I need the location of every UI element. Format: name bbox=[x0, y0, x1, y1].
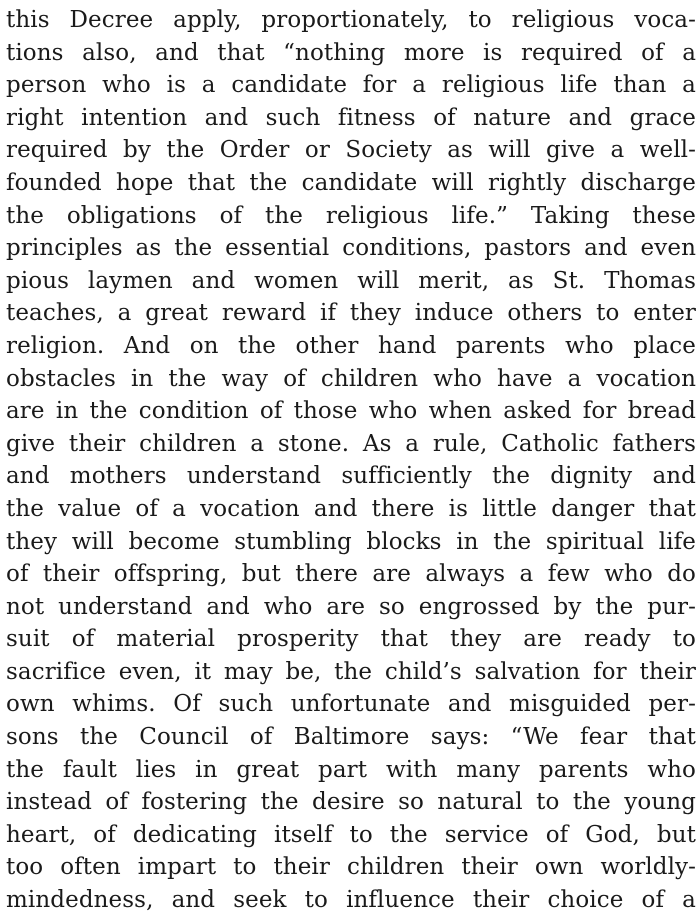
text-line-20: suit of material prosperity that they are ready to bbox=[6, 626, 696, 653]
text-line-5: required by the Order or Society as will give a well- bbox=[6, 137, 696, 164]
text-line-8: principles as the essential conditions, pastors and even bbox=[6, 235, 696, 262]
text-line-10: teaches, a great reward if they induce others to enter bbox=[6, 300, 696, 327]
text-line-17: they will become stumbling blocks in the spiritual life bbox=[6, 528, 696, 555]
text-line-27: too often impart to their children their own worldly- bbox=[6, 854, 696, 881]
text-line-14: give their children a stone. As a rule, Catholic fathers bbox=[6, 430, 696, 457]
text-line-16: the value of a vocation and there is little danger that bbox=[6, 495, 696, 522]
text-line-6: founded hope that the candidate will rightly discharge bbox=[6, 169, 696, 196]
text-line-23: sons the Council of Baltimore says: “We fear that bbox=[6, 724, 696, 751]
text-line-2: tions also, and that “nothing more is required of a bbox=[6, 39, 696, 66]
text-line-19: not understand and who are so engrossed by the pur- bbox=[6, 593, 696, 620]
text-line-12: obstacles in the way of children who have a vocation bbox=[6, 365, 696, 392]
text-line-22: own whims. Of such unfortunate and misguided per- bbox=[6, 691, 696, 718]
text-line-4: right intention and such fitness of nature and grace bbox=[6, 104, 696, 131]
document-page bbox=[6, 4, 696, 917]
text-line-9: pious laymen and women will merit, as St. Thomas bbox=[6, 267, 696, 294]
text-line-26: heart, of dedicating itself to the service of God, but bbox=[6, 821, 696, 848]
text-line-18: of their offspring, but there are always a few who do bbox=[6, 561, 696, 588]
text-line-11: religion. And on the other hand parents who place bbox=[6, 332, 696, 359]
text-line-7: the obligations of the religious life.” Taking these bbox=[6, 202, 696, 229]
text-line-25: instead of fostering the desire so natural to the young bbox=[6, 789, 696, 816]
text-line-3: person who is a candidate for a religious life than a bbox=[6, 72, 696, 99]
text-line-28: mindedness, and seek to influence their choice of a bbox=[6, 887, 696, 914]
text-line-15: and mothers understand sufficiently the dignity and bbox=[6, 463, 696, 490]
text-line-1: this Decree apply, proportionately, to religious voca- bbox=[6, 7, 696, 33]
text-line-24: the fault lies in great part with many parents who bbox=[6, 756, 696, 783]
text-line-13: are in the condition of those who when asked for bread bbox=[6, 398, 696, 425]
text-line-21: sacrifice even, it may be, the child’s salvation for their bbox=[6, 658, 696, 685]
